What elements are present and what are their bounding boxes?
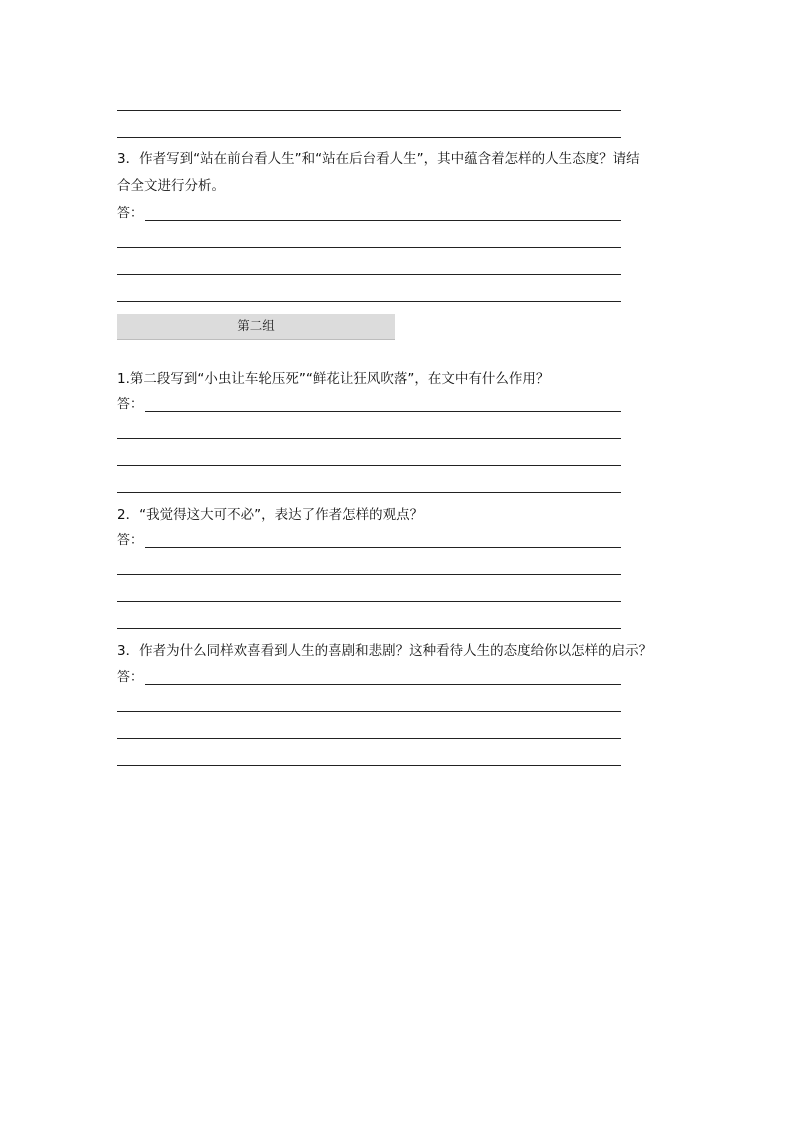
answer-field[interactable] — [117, 395, 621, 415]
answer-line — [117, 137, 621, 138]
answer-field[interactable] — [117, 204, 621, 224]
answer-line — [117, 765, 621, 766]
answer-line — [117, 574, 621, 575]
question-3-line-2: 合全文进行分析。 — [117, 178, 225, 194]
question-3-line-1: 3．作者写到“站在前台看人生”和“站在后台看人生”，其中蕴含着怎样的人生态度？请结 — [117, 151, 640, 167]
answer-field[interactable] — [117, 668, 621, 688]
answer-field[interactable] — [117, 531, 621, 551]
answer-line — [117, 301, 621, 302]
answer-line — [117, 738, 621, 739]
answer-label: 答： — [117, 670, 144, 685]
answer-label: 答： — [117, 397, 144, 412]
answer-line — [117, 628, 621, 629]
answer-line — [145, 547, 621, 548]
group-title: 第二组 — [237, 318, 275, 333]
answer-line — [117, 601, 621, 602]
answer-line — [117, 110, 621, 111]
answer-line — [117, 274, 621, 275]
group2-question-1: 1.第二段写到“小虫让车轮压死”“鲜花让狂风吹落”，在文中有什么作用？ — [117, 371, 550, 387]
answer-line — [117, 711, 621, 712]
answer-line — [117, 438, 621, 439]
answer-label: 答： — [117, 206, 144, 221]
answer-line — [145, 220, 621, 221]
answer-line — [117, 492, 621, 493]
answer-label: 答： — [117, 533, 144, 548]
answer-line — [145, 684, 621, 685]
answer-line — [117, 465, 621, 466]
group-header — [117, 314, 395, 340]
group2-question-2: 2．“我觉得这大可不必”，表达了作者怎样的观点？ — [117, 507, 424, 523]
answer-line — [117, 247, 621, 248]
answer-line — [145, 411, 621, 412]
group2-question-3: 3．作者为什么同样欢喜看到人生的喜剧和悲剧？这种看待人生的态度给你以怎样的启示？ — [117, 643, 653, 659]
